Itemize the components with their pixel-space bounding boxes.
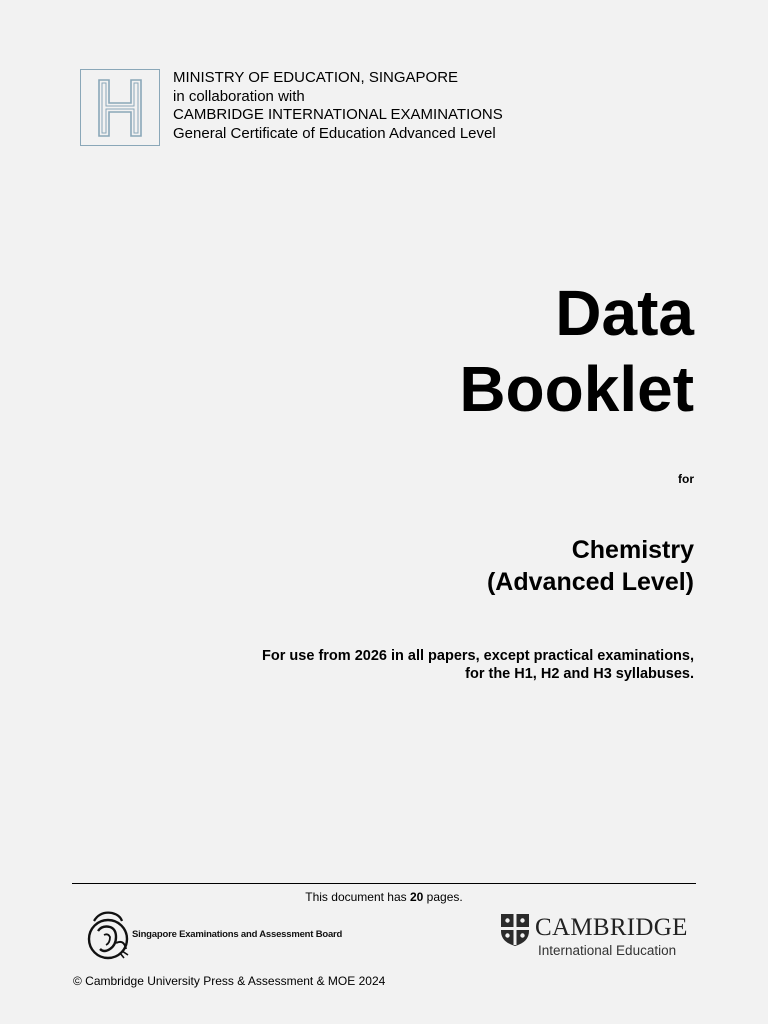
cambridge-subtitle: International Education	[538, 943, 677, 958]
title-line-1: Data	[555, 277, 694, 349]
usage-line-2: for the H1, H2 and H3 syllabuses.	[465, 666, 694, 682]
subject-heading	[487, 534, 694, 598]
subject-line-2: (Advanced Level)	[486, 568, 694, 596]
header-line-ministry: MINISTRY OF EDUCATION, SINGAPORE	[173, 69, 459, 86]
footer-divider	[72, 883, 696, 884]
seab-lion-icon	[86, 909, 132, 966]
page-count-note	[0, 890, 768, 904]
pages-suffix: pages.	[423, 890, 463, 904]
usage-line-1: For use from 2026 in all papers, except practical examinations,	[262, 648, 694, 664]
h-letter-icon	[81, 70, 159, 145]
subject-line-1: Chemistry	[571, 536, 694, 564]
header-block	[173, 69, 503, 143]
cambridge-wordmark: CAMBRIDGE	[535, 914, 688, 941]
cambridge-shield-icon	[500, 913, 530, 952]
header-line-cambridge: CAMBRIDGE INTERNATIONAL EXAMINATIONS	[173, 106, 503, 123]
seab-name: Singapore Examinations and Assessment Board	[132, 929, 343, 940]
document-title	[459, 275, 694, 427]
pages-prefix: This document has	[305, 890, 410, 904]
title-line-2: Booklet	[459, 353, 694, 425]
header-line-gce: General Certificate of Education Advanced Level	[173, 124, 496, 142]
header-line-collab: in collaboration with	[173, 87, 305, 105]
copyright-notice: © Cambridge University Press & Assessment & MOE 2024	[73, 974, 386, 988]
usage-statement	[262, 647, 694, 683]
for-label: for	[678, 472, 694, 486]
h-logo	[80, 69, 160, 146]
pages-count: 20	[409, 890, 424, 904]
